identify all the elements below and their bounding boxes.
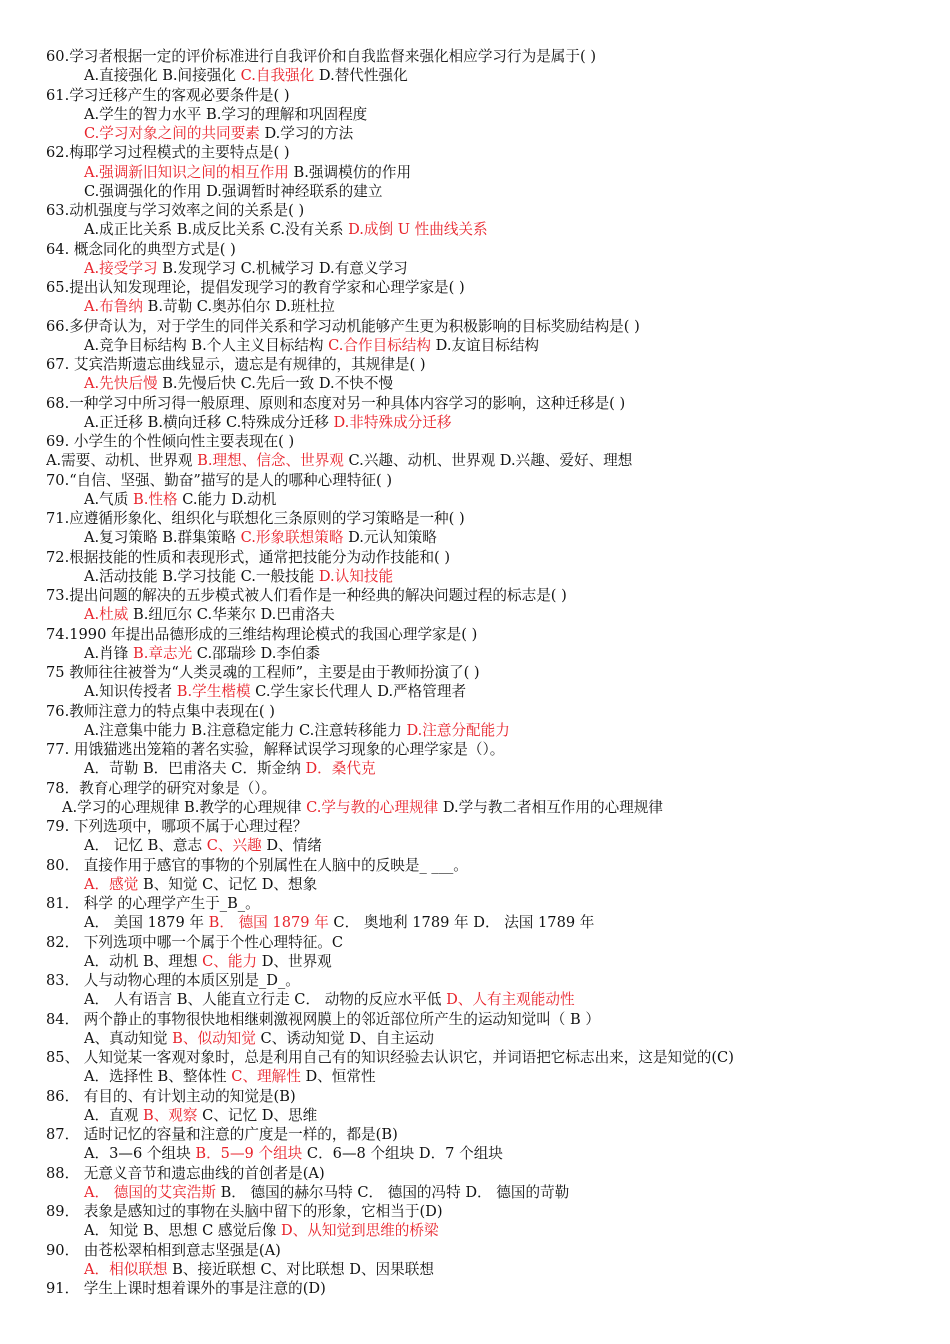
question-line	[46, 894, 926, 913]
question-line	[46, 509, 926, 528]
text-segment: B.发现学习 C.机械学习 D.有意义学习	[157, 259, 408, 277]
document-body	[46, 47, 926, 1298]
text-segment: A． 记忆 B、意志	[84, 837, 207, 855]
options-line	[46, 105, 926, 124]
text-segment: 62.梅耶学习过程模式的主要特点是( )	[46, 144, 290, 162]
answer-text: C、兴趣	[206, 837, 262, 855]
text-segment: B.强调模仿的作用	[288, 163, 412, 181]
options-line	[46, 490, 926, 509]
options-line	[46, 220, 926, 239]
text-segment: 85、 人知觉某一客观对象时，总是利用自己有的知识经验去认识它，并词语把它标志出来，这是知觉的(C)	[46, 1049, 734, 1066]
text-segment: A.气质	[84, 490, 134, 508]
text-segment: A.需要、动机、世界观	[46, 452, 198, 470]
answer-text: B.理想、信念、世界观	[197, 452, 344, 470]
text-segment: D.学习的方法	[259, 125, 354, 142]
text-segment: 74.1990 年提出品德形成的三维结构理论模式的我国心理学家是( )	[46, 625, 478, 643]
options-line	[46, 990, 926, 1009]
answer-text: B.章志光	[133, 644, 193, 662]
options-line	[46, 182, 926, 201]
options-line	[46, 952, 926, 971]
text-segment: 84． 两个静止的事物很快地相继刺激视网膜上的邻近部位所产生的运动知觉叫（ B ）	[46, 1010, 600, 1028]
text-segment: 68.一种学习中所习得一般原理、原则和态度对另一种具体内容学习的影响，这种迁移是( )	[46, 394, 626, 412]
text-segment: 87． 适时记忆的容量和注意的广度是一样的，都是(B)	[46, 1126, 398, 1143]
options-line	[46, 528, 926, 547]
text-segment: 72.根据技能的性质和表现形式，通常把技能分为动作技能和( )	[46, 548, 451, 566]
text-segment: 89． 表象是感知过的事物在头脑中留下的形象，它相当于(D)	[46, 1203, 443, 1220]
text-segment: 71.应遵循形象化、组织化与联想化三条原则的学习策略是一种( )	[46, 510, 465, 527]
text-segment: B、接近联想 C、对比联想 D、因果联想	[167, 1260, 434, 1278]
question-line	[46, 1279, 926, 1298]
text-segment: A.注意集中能力 B.注意稳定能力 C.注意转移能力	[84, 721, 407, 739]
answer-text: B、似动知觉	[172, 1029, 256, 1047]
question-line	[46, 625, 926, 644]
options-line	[46, 1260, 926, 1279]
options-line	[46, 297, 926, 316]
answer-text: A． 德国的艾宾浩斯	[84, 1183, 216, 1201]
answer-text: A.先快后慢	[84, 375, 158, 393]
text-segment: B.先慢后快 C.先后一致 D.不快不慢	[157, 375, 394, 393]
answer-text: D．桑代克	[305, 760, 376, 778]
text-segment: 69. 小学生的个性倾向性主要表现在( )	[46, 433, 295, 450]
answer-text: D.认知技能	[318, 567, 394, 585]
text-segment: 73.提出问题的解决的五步模式被人们看作是一种经典的解决问题过程的标志是( )	[46, 587, 567, 604]
question-line	[46, 971, 926, 990]
question-line	[46, 143, 926, 162]
question-line	[46, 548, 926, 567]
answer-text: D、从知觉到思维的桥梁	[280, 1222, 439, 1240]
text-segment: A.知识传授者	[84, 683, 177, 701]
options-line	[46, 1144, 926, 1163]
answer-text: C、能力	[202, 952, 258, 970]
text-segment: 86． 有目的、有计划主动的知觉是(B)	[46, 1087, 296, 1105]
options-line	[46, 124, 926, 143]
answer-text: C.自我强化	[240, 67, 315, 85]
text-segment: 66.多伊奇认为，对于学生的同伴关系和学习动机能够产生更为积极影响的目标奖励结构是( )	[46, 317, 640, 335]
answer-text: A.布鲁纳	[84, 298, 143, 316]
text-segment: D.学与教二者相互作用的心理规律	[438, 798, 663, 816]
answer-text: A．感觉	[84, 875, 139, 893]
text-segment: A、真动知觉	[84, 1029, 173, 1047]
text-segment: A． 美国 1879 年	[84, 914, 209, 932]
text-segment: C.强调强化的作用 D.强调暂时神经联系的建立	[84, 182, 383, 200]
options-line	[46, 682, 926, 701]
question-line	[46, 86, 926, 105]
question-line	[46, 1241, 926, 1260]
options-line	[46, 567, 926, 586]
question-line	[46, 240, 926, 259]
question-line	[46, 1125, 926, 1144]
text-segment: 82． 下列选项中哪一个属于个性心理特征。C	[46, 933, 344, 951]
answer-text: C.形象联想策略	[240, 529, 344, 547]
question-line	[46, 702, 926, 721]
question-line	[46, 1164, 926, 1183]
question-line	[46, 317, 926, 336]
options-line	[46, 336, 926, 355]
answer-text: D、人有主观能动性	[446, 991, 575, 1009]
answer-text: B.性格	[133, 490, 178, 508]
text-segment: A．苛勒 B．巴甫洛夫 C．斯金纳	[84, 760, 306, 778]
text-segment: A.学习的心理规律 B.教学的心理规律	[62, 798, 307, 816]
text-segment: 63.动机强度与学习效率之间的关系是( )	[46, 202, 305, 219]
answer-text: C.学与教的心理规律	[306, 798, 439, 816]
text-segment: 64. 概念同化的典型方式是( )	[46, 240, 236, 258]
question-line	[46, 779, 926, 798]
text-segment: D、情绪	[261, 837, 322, 855]
text-segment: B.纽厄尔 C.华莱尔 D.巴甫洛夫	[128, 606, 335, 624]
text-segment: 91． 学生上课时想着课外的事是注意的(D)	[46, 1280, 326, 1297]
options-line	[46, 836, 926, 855]
text-segment: A．知觉 B、思想 C 感觉后像	[84, 1222, 281, 1240]
text-segment: 60.学习者根据一定的评价标准进行自我评价和自我监督来强化相应学习行为是属于( )	[46, 48, 597, 65]
text-segment: A．直观	[84, 1106, 143, 1124]
options-line	[46, 798, 926, 817]
options-line	[46, 759, 926, 778]
answer-text: B． 德国 1879 年	[208, 914, 329, 932]
question-line	[46, 278, 926, 297]
text-segment: D、世界观	[257, 952, 332, 970]
question-line	[46, 740, 926, 759]
question-line	[46, 586, 926, 605]
question-line	[46, 933, 926, 952]
text-segment: 65.提出认知发现理论，提倡发现学习的教育学家和心理学家是( )	[46, 279, 465, 296]
question-line	[46, 1010, 926, 1029]
text-segment: 70.“自信、坚强、勤奋”描写的是人的哪种心理特征( )	[46, 471, 393, 489]
options-line	[46, 451, 926, 470]
answer-text: A.接受学习	[84, 259, 158, 277]
text-segment: A．选择性 B、整体性	[84, 1068, 232, 1086]
options-line	[46, 913, 926, 932]
text-segment: 90． 由苍松翠柏相到意志坚强是(A)	[46, 1241, 281, 1259]
text-segment: 61.学习迁移产生的客观必要条件是( )	[46, 86, 290, 104]
question-line	[46, 201, 926, 220]
options-line	[46, 259, 926, 278]
text-segment: A.活动技能 B.学习技能 C.一般技能	[84, 567, 319, 585]
text-segment: A．3—6 个组块	[84, 1145, 196, 1163]
options-line	[46, 644, 926, 663]
answer-text: A．相似联想	[84, 1260, 168, 1278]
text-segment: 77. 用饿猫逃出笼箱的著名实验，解释试误学习现象的心理学家是（）。	[46, 741, 505, 758]
options-line	[46, 1067, 926, 1086]
text-segment: 81． 科学 的心理学产生于_B_。	[46, 895, 260, 912]
text-segment: 67. 艾宾浩斯遗忘曲线显示，遗忘是有规律的，其规律是( )	[46, 356, 426, 373]
options-line	[46, 66, 926, 85]
text-segment: C.兴趣、动机、世界观 D.兴趣、爱好、理想	[343, 452, 633, 470]
text-segment: B、知觉 C、记忆 D、想象	[138, 875, 318, 893]
question-line	[46, 1048, 926, 1067]
question-line	[46, 471, 926, 490]
options-line	[46, 1183, 926, 1202]
options-line	[46, 1221, 926, 1240]
text-segment: 78．教育心理学的研究对象是（）。	[46, 779, 277, 797]
text-segment: A.肖锋	[84, 644, 134, 662]
question-line	[46, 355, 926, 374]
text-segment: 80． 直接作用于感官的事物的个别属性在人脑中的反映是_ ___。	[46, 856, 468, 874]
question-line	[46, 856, 926, 875]
question-line	[46, 817, 926, 836]
answer-text: C.合作目标结构	[328, 336, 431, 354]
options-line	[46, 413, 926, 432]
text-segment: B.苛勒 C.奥苏伯尔 D.班杜拉	[142, 298, 335, 316]
options-line	[46, 605, 926, 624]
text-segment: D.元认知策略	[343, 529, 437, 547]
options-line	[46, 1106, 926, 1125]
text-segment: C.能力 D.动机	[177, 490, 277, 508]
options-line	[46, 1029, 926, 1048]
answer-text: B.学生楷模	[176, 683, 251, 701]
options-line	[46, 374, 926, 393]
question-line	[46, 1202, 926, 1221]
question-line	[46, 663, 926, 682]
question-line	[46, 47, 926, 66]
answer-text: D.注意分配能力	[406, 721, 510, 739]
question-line	[46, 394, 926, 413]
text-segment: 79. 下列选项中，哪项不属于心理过程？	[46, 818, 308, 835]
text-segment: A.成正比关系 B.成反比关系 C.没有关系	[84, 221, 349, 239]
text-segment: A． 人有语言 B、人能直立行走 C． 动物的反应水平低	[84, 991, 447, 1009]
options-line	[46, 875, 926, 894]
answer-text: C、理解性	[231, 1068, 301, 1086]
answer-text: B、观察	[142, 1106, 198, 1124]
text-segment: A.学生的智力水平 B.学习的理解和巩固程度	[84, 105, 368, 123]
text-segment: A.竞争目标结构 B.个人主义目标结构	[84, 336, 329, 354]
question-line	[46, 1087, 926, 1106]
question-line	[46, 432, 926, 451]
text-segment: A．动机 B、理想	[84, 952, 203, 970]
answer-text: A.杜威	[84, 606, 129, 624]
text-segment: D.友谊目标结构	[431, 336, 540, 354]
text-segment: C.学生家长代理人 D.严格管理者	[250, 683, 467, 701]
text-segment: C、诱动知觉 D、自主运动	[255, 1029, 434, 1047]
text-segment: A.复习策略 B.群集策略	[84, 529, 241, 547]
answer-text: B．5—9 个组块	[195, 1145, 303, 1163]
text-segment: 88． 无意义音节和遗忘曲线的首创者是(A)	[46, 1164, 325, 1182]
text-segment: C． 奥地利 1789 年 D． 法国 1789 年	[328, 914, 595, 932]
text-segment: C.邵瑞珍 D.李伯黍	[192, 644, 321, 662]
text-segment: D、恒常性	[300, 1068, 376, 1086]
options-line	[46, 721, 926, 740]
answer-text: C.学习对象之间的共同要素	[84, 125, 260, 142]
answer-text: D.非特殊成分迁移	[333, 413, 452, 431]
answer-text: A.强调新旧知识之间的相互作用	[84, 163, 289, 181]
text-segment: 83． 人与动物心理的本质区别是_D_。	[46, 972, 300, 989]
options-line	[46, 163, 926, 182]
text-segment: C、记忆 D、思维	[197, 1106, 318, 1124]
text-segment: B． 德国的赫尔马特 C． 德国的冯特 D． 德国的苛勒	[215, 1183, 570, 1201]
text-segment: C．6—8 个组块 D．7 个组块	[302, 1145, 503, 1163]
text-segment: D.替代性强化	[314, 67, 408, 85]
text-segment: 75 教师往往被誉为“人类灵魂的工程师”，主要是由于教师扮演了( )	[46, 664, 480, 681]
text-segment: 76.教师注意力的特点集中表现在( )	[46, 702, 275, 720]
text-segment: A.直接强化 B.间接强化	[84, 67, 241, 85]
answer-text: D.成倒 U 性曲线关系	[348, 221, 488, 239]
text-segment: A.正迁移 B.横向迁移 C.特殊成分迁移	[84, 413, 334, 431]
